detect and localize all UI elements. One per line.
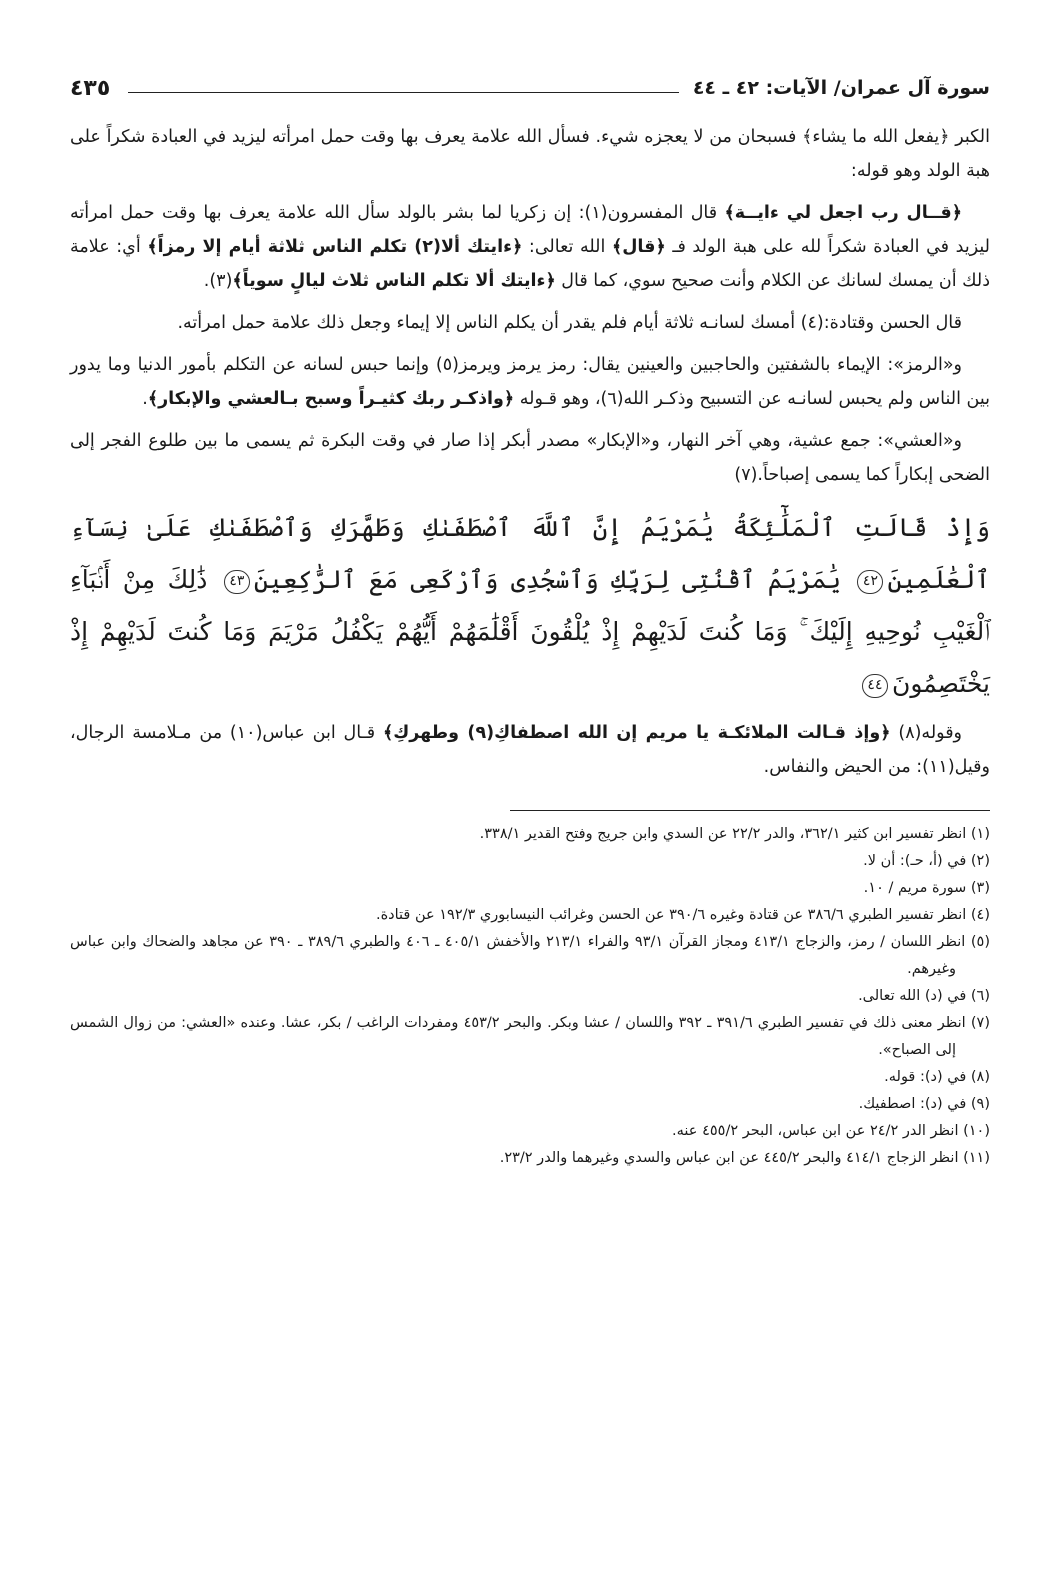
quran-verses-block	[70, 502, 990, 710]
footnotes	[70, 821, 990, 1172]
verse-44: ذَٰلِكَ مِنْ أَنۢبَآءِ ٱلْغَيْبِ نُوحِيهِ إِلَيْكَ ۚ وَمَا كُنتَ لَدَيْهِمْ إِذْ يُلْقُونَ أَقْلَٰمَهُمْ أَيُّهُمْ يَكْفُلُ مَرْيَمَ وَمَا كُنتَ لَدَيْهِمْ إِذْ يَخْتَصِمُونَ	[70, 565, 990, 698]
paragraph-text: أي: علامة ذلك أن يمسك لسانك عن الكلام وأنت صحيح سوي، كما قال	[70, 237, 990, 291]
footnote-11: (١١) انظر الزجاج ٤١٤/١ والبحر ٤٤٥/٢ عن ابن عباس والسدي وغيرهما والدر ٢٣/٢.	[499, 1150, 990, 1166]
quran-quote: ﴿قــال رب اجعل لي ءايــة﴾	[724, 203, 962, 223]
paragraph-4	[70, 348, 990, 416]
footnote-4: (٤) انظر تفسير الطبري ٣٨٦/٦ عن قتادة وغيره ٣٩٠/٦ عن الحسن وغرائب النيسابوري ١٩٢/٣ عن قتادة.	[375, 907, 990, 923]
paragraph-text: .	[142, 389, 148, 409]
quran-quote: ﴿وإذ قـالت الملائكـة يا مريم إن الله اصطفاكِ(٩) وطهركِ﴾	[382, 723, 891, 743]
ayah-number-42: ٤٢	[857, 570, 883, 594]
running-header	[70, 70, 990, 106]
commentary-text	[70, 120, 990, 784]
footnote-7: (٧) انظر معنى ذلك في تفسير الطبري ٣٩١/٦ ـ ٣٩٢ واللسان / عشا وبكر. والبحر ٤٥٣/٢ ومفردات الراغب / بكر، عشا. وعنده «العشي: من زوال الشمس إلى الصباح».	[70, 1015, 991, 1058]
verse-43: يَٰمَرْيَمُ ٱقْنُتِى لِرَبِّكِ وَٱسْجُدِى وَٱرْكَعِى مَعَ ٱلرَّٰكِعِينَ	[253, 565, 842, 594]
paragraph-text: قـال ابن عباس(١٠) من مـلامسة الرجال، وقيل(١١): من الحيض والنفاس.	[70, 723, 990, 777]
paragraph-1: الكبر ﴿يفعل الله ما يشاء﴾ فسبحان من لا يعجزه شيء. فسأل الله علامة يعرف بها وقت حمل امرأته ليزيد في العبادة شكراً على هبة الولد وهو قوله:	[70, 127, 990, 181]
footnote-10: (١٠) انظر الدر ٢٤/٢ عن ابن عباس، البحر ٤٥٥/٢ عنه.	[672, 1123, 990, 1139]
footnote-3: (٣) سورة مريم / ١٠.	[863, 880, 990, 896]
page-number: ٤٣٥	[70, 75, 111, 101]
ayah-number-44: ٤٤	[862, 674, 888, 698]
paragraph-3: قال الحسن وقتادة:(٤) أمسك لسانـه ثلاثة أيام فلم يقدر أن يكلم الناس إلا إيماء وجعل ذلك علامة حمل امرأته.	[177, 313, 962, 333]
paragraph-5: و«العشي»: جمع عشية، وهي آخر النهار، و«الإبكار» مصدر أبكر إذا صار في وقت البكرة ثم يسمى ما بين طلوع الفجر إلى الضحى إبكاراً كما يسمى إصباحاً.(٧)	[70, 431, 990, 485]
surah-title: سورة آل عمران/ الآيات: ٤٢ ـ ٤٤	[692, 77, 990, 99]
paragraph-text: الله تعالى:	[522, 237, 612, 257]
paragraph-text: و«الرمز»: الإيماء بالشفتين والحاجبين والعينين يقال: رمز يرمز ويرمز(٥) وإنما حبس لسانه عن التكلم بأمور الدنيا وما يدور بين الناس ولم يحبس لسانـه عن التسبيح وذكـر الله(٦)، وهو قـوله	[70, 355, 990, 409]
footnote-5: (٥) انظر اللسان / رمز، والزجاج ٤١٣/١ ومجاز القرآن ٩٣/١ والفراء ٢١٣/١ والأخفش ٤٠٥/١ ـ ٤٠٦ والطبري ٣٨٩/٦ ـ ٣٩٠ عن مجاهد والضحاك وابن عباس وغيرهم.	[70, 934, 990, 977]
paragraph-text: قال المفسرون(١): إن زكريا لما بشر بالولد سأل الله علامة يعرف بها وقت حمل امرأته ليزيد في العبادة شكراً لله على هبة الولد فـ	[70, 203, 990, 257]
quran-quote: ﴿قال﴾	[611, 237, 666, 257]
verse-42: وَإِذْ قَالَتِ ٱلْمَلَٰٓئِكَةُ يَٰمَرْيَمُ إِنَّ ٱللَّهَ ٱصْطَفَىٰكِ وَطَهَّرَكِ وَٱصْطَفَىٰكِ عَلَىٰ نِسَآءِ ٱلْعَٰلَمِينَ	[70, 513, 990, 594]
paragraph-2	[70, 196, 990, 298]
header-rule	[128, 92, 679, 93]
quran-quote: ﴿ءايتك ألا تكلم الناس ثلاث ليالٍ سوياً﴾	[232, 271, 556, 291]
footnote-1: (١) انظر تفسير ابن كثير ٣٦٢/١، والدر ٢٢/٢ عن السدي وابن جريج وفتح القدير ٣٣٨/١.	[479, 826, 990, 842]
quran-quote: ﴿واذكـر ربك كثيـراً وسبح بـالعشي والإبكار﴾	[147, 389, 515, 409]
footnote-9: (٩) في (د): اصطفيك.	[858, 1096, 990, 1112]
ayah-number-43: ٤٣	[224, 570, 250, 594]
book-page	[70, 70, 990, 1550]
footnote-2: (٢) في (أ، حـ): أن لا.	[863, 853, 990, 869]
quran-quote: ﴿ءايتك ألا(٢) تكلم الناس ثلاثة أيام إلا رمزاً﴾	[147, 237, 523, 257]
footnote-8: (٨) في (د): قوله.	[884, 1069, 990, 1085]
paragraph-text: وقوله(٨)	[890, 723, 963, 743]
footnote-6: (٦) في (د) الله تعالى.	[858, 988, 990, 1004]
paragraph-text: (٣).	[203, 271, 233, 291]
paragraph-6	[70, 716, 990, 784]
footnote-separator	[510, 810, 990, 811]
